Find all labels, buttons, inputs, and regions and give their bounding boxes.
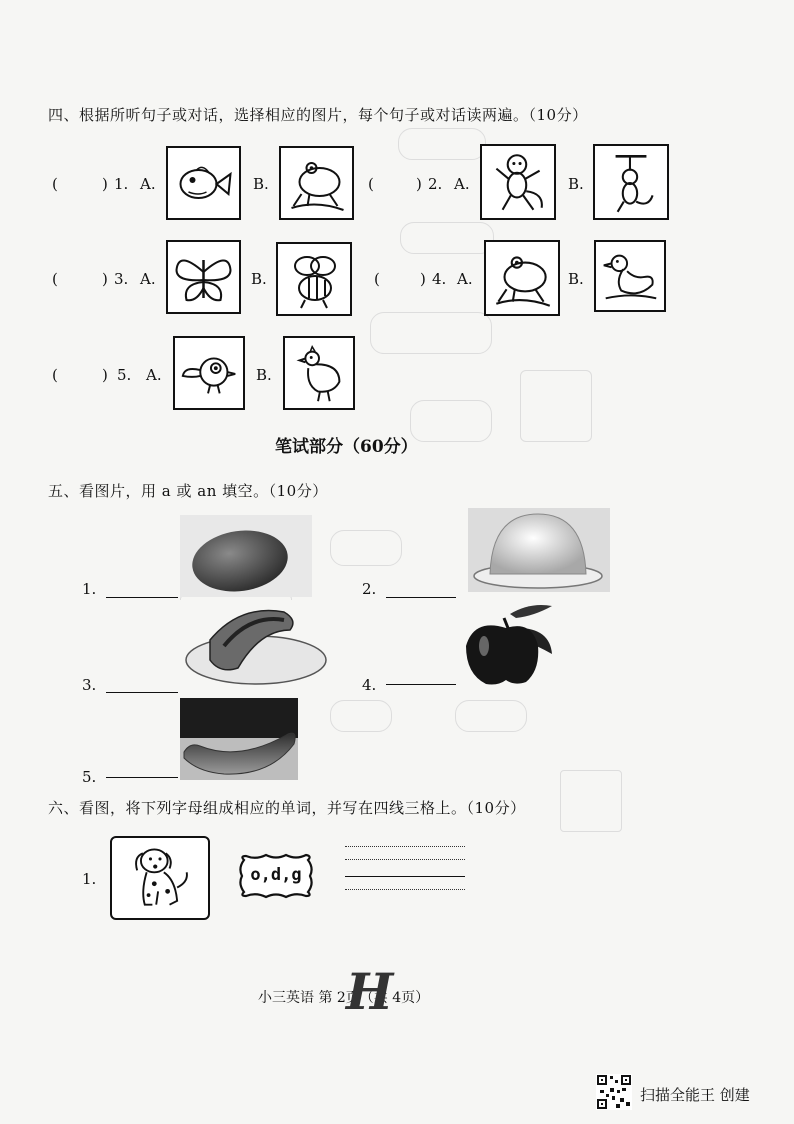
option-a-label: A. [454,175,470,193]
option-b-label: B. [256,366,272,384]
question-number: 4. [432,270,447,288]
option-b-label: B. [568,270,584,288]
option-b-label: B. [251,270,267,288]
frog-icon [484,240,560,316]
answer-paren-open: ( [368,175,374,193]
option-a-label: A. [146,366,162,384]
answer-blank[interactable] [386,684,456,685]
egg-photo [180,515,312,597]
option-a-label: A. [457,270,473,288]
dog-icon [110,836,210,920]
page-number-label: 小三英语 第 2页（共 4页） [258,990,430,1006]
duck-icon [594,240,666,312]
monkey-icon [480,144,556,220]
question-number: 3. [114,270,129,288]
frog-icon [279,146,354,220]
bee-icon [276,242,352,316]
question-number: 2. [362,580,377,598]
question-number: 1. [82,580,97,598]
option-a-label: A. [140,270,156,288]
question-number: 5. [117,366,132,384]
answer-blank[interactable] [106,692,178,693]
section6-heading: 六、看图，将下列字母组成相应的单词，并写在四线三格上。（10分） [48,799,526,817]
scanner-watermark: 扫描全能王 创建 [640,1086,750,1104]
answer-paren-open: ( [374,270,380,288]
hanging-monkey-icon [593,144,669,220]
answer-blank[interactable] [386,597,456,598]
option-b-label: B. [568,175,584,193]
section4-heading: 四、根据所听句子或对话，选择相应的图片，每个句子或对话读两遍。（10分） [48,106,588,124]
answer-blank[interactable] [106,777,178,778]
answer-blank[interactable] [106,597,178,598]
option-b-label: B. [253,175,269,193]
h-stamp-logo: H [346,962,394,1021]
answer-paren-close: ) [102,270,108,288]
chicken-icon [283,336,355,410]
question-number: 1. [114,175,129,193]
answer-paren-open: ( [52,366,58,384]
question-number: 4. [362,676,377,694]
answer-paren-open: ( [52,270,58,288]
banana-photo [180,698,298,780]
butterfly-icon [166,240,241,314]
option-a-label: A. [140,175,156,193]
four-line-grid[interactable] [345,846,465,892]
fish-icon [166,146,241,220]
scrambled-letters: o,d,g [250,865,302,885]
written-part-title: 笔试部分（60分） [275,437,418,457]
hotdog-photo [180,600,330,688]
answer-paren-close: ) [416,175,422,193]
question-number: 1. [82,870,97,888]
answer-paren-open: ( [52,175,58,193]
bird-icon [173,336,245,410]
apple-photo [460,600,556,688]
answer-paren-close: ) [420,270,426,288]
question-number: 2. [428,175,443,193]
answer-paren-close: ) [102,366,108,384]
question-number: 5. [82,768,97,786]
letter-scramble-card [236,852,316,900]
question-number: 3. [82,676,97,694]
qr-code-icon [596,1074,632,1110]
section5-heading: 五、看图片，用 a 或 an 填空。（10分） [48,482,328,500]
cake-photo [468,508,610,592]
answer-paren-close: ) [102,175,108,193]
